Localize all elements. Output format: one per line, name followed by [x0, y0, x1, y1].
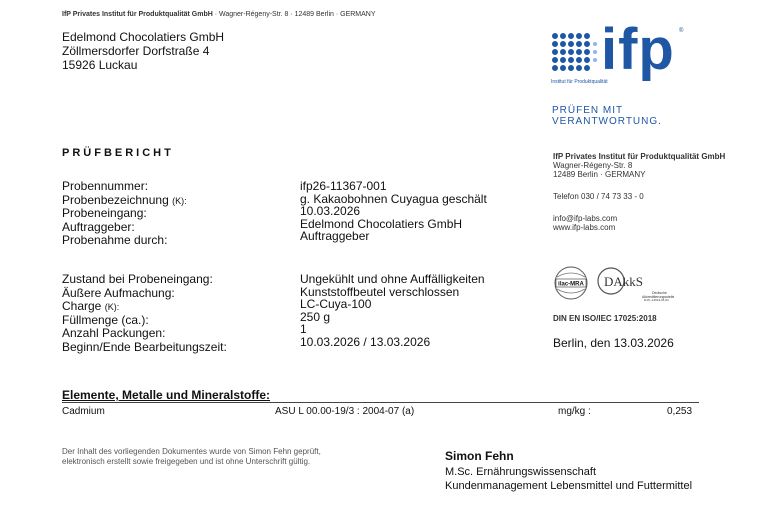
logo-dot-grid-icon — [551, 32, 597, 76]
institute-contact — [553, 214, 617, 232]
field-label: Zustand bei Probeneingang: — [62, 272, 213, 286]
fields-group-1-values — [300, 180, 487, 243]
dakks-sub-2: Akkreditierungsstelle — [642, 295, 675, 299]
field-label: Probennummer: — [62, 179, 149, 193]
section-divider — [62, 402, 699, 403]
field-label: Füllmenge (ca.): — [62, 312, 149, 327]
slogan-line-2: VERANTWORTUNG. — [552, 116, 662, 127]
field-label: Probeneingang: — [62, 206, 147, 221]
logo-wordmark: ifp — [601, 17, 675, 82]
result-unit: mg/kg : — [558, 406, 591, 417]
field-value: LC-Cuya-100 — [300, 297, 372, 312]
sender-name: IfP Privates Institut für Produktqualität GmbH — [62, 11, 213, 18]
section-title: Elemente, Metalle und Mineralstoffe: — [62, 388, 271, 402]
field-value: 10.03.2026 / 13.03.2026 — [300, 334, 431, 349]
field-label: Anzahl Packungen: — [62, 326, 166, 341]
recipient-line-2: Zöllmersdorfer Dorfstraße 4 — [62, 44, 210, 58]
footer-note — [62, 447, 321, 467]
report-title: PRÜFBERICHT — [62, 147, 174, 159]
dakks-sub-3: D-PL-14013-01-01 — [644, 298, 669, 301]
field-value: g. Kakaobohnen Cuyagua geschält — [300, 191, 487, 206]
signatory-name: Simon Fehn — [445, 449, 514, 463]
fields-group-2-values — [300, 273, 485, 349]
field-label: Charge (K): — [62, 299, 120, 314]
institute-phone: Telefon 030 / 74 73 33 - 0 — [553, 192, 644, 201]
field-value: Ungekühlt und ohne Auffälligkeiten — [300, 272, 485, 286]
result-method: ASU L 00.00-19/3 : 2004-07 (a) — [275, 406, 415, 417]
result-analyte: Cadmium — [62, 406, 105, 417]
logo-subtitle: Institut für Produktqualität — [551, 79, 608, 85]
signatory-details — [445, 465, 692, 493]
field-label: Beginn/Ende Bearbeitungszeit: — [62, 339, 227, 354]
result-value: 0,253 — [667, 406, 693, 417]
ilac-mra-logo-icon — [555, 267, 587, 299]
dakks-label: DAkkS — [604, 274, 644, 289]
dakks-sub-1: Deutsche — [652, 291, 667, 295]
institute-name: IfP Privates Institut für Produktqualität GmbH — [553, 152, 726, 161]
recipient-line-1: Edelmond Chocolatiers GmbH — [62, 30, 225, 44]
ilac-label: ilac-MRA — [558, 281, 584, 288]
sender-address: · Wagner-Régeny-Str. 8 · 12489 Berlin · GERMANY — [212, 11, 376, 18]
footer-line-2: elektronisch erstellt sowie freigegeben und ist ohne Unterschrift gültig. — [62, 457, 311, 466]
field-value: 1 — [300, 322, 307, 337]
fields-group-2-labels — [62, 273, 227, 355]
field-value: Edelmond Chocolatiers GmbH — [300, 216, 463, 231]
institute-email: info@ifp-labs.com — [553, 214, 618, 223]
institute-city: 12489 Berlin · GERMANY — [553, 170, 646, 179]
fields-group-1-labels — [62, 180, 187, 248]
signatory-role: Kundenmanagement Lebensmittel und Futtermittel — [445, 480, 693, 492]
field-label: Äußere Aufmachung: — [62, 285, 175, 300]
place-date: Berlin, den 13.03.2026 — [553, 336, 674, 350]
signatory-degree: M.Sc. Ernährungswissenschaft — [445, 466, 597, 478]
institute-web: www.ifp-labs.com — [553, 223, 616, 232]
slogan-line-1: PRÜFEN MIT — [552, 105, 624, 116]
field-label: Probenahme durch: — [62, 233, 168, 248]
institute-address — [553, 152, 725, 179]
dakks-logo-icon — [598, 268, 674, 301]
field-value: 250 g — [300, 309, 331, 324]
recipient-address — [62, 30, 224, 72]
institute-street: Wagner-Régeny-Str. 8 — [553, 161, 633, 170]
field-label: Probenbezeichnung (K): — [62, 192, 187, 207]
registered-mark: ® — [679, 28, 684, 34]
recipient-line-3: 15926 Luckau — [62, 58, 138, 72]
accreditation-norm: DIN EN ISO/IEC 17025:2018 — [553, 314, 657, 323]
field-value: ifp26-11367-001 — [300, 179, 387, 193]
field-value: 10.03.2026 — [300, 204, 361, 219]
accreditation-logos — [552, 265, 692, 301]
field-value: Auftraggeber — [300, 229, 370, 244]
field-value: Kunststoffbeutel verschlossen — [300, 284, 460, 299]
logo-slogan — [552, 105, 662, 127]
footer-line-1: Der Inhalt des vorliegenden Dokumentes wurde von Simon Fehn geprüft, — [62, 447, 321, 456]
field-label: Auftraggeber: — [62, 219, 135, 234]
sender-line — [62, 11, 376, 18]
